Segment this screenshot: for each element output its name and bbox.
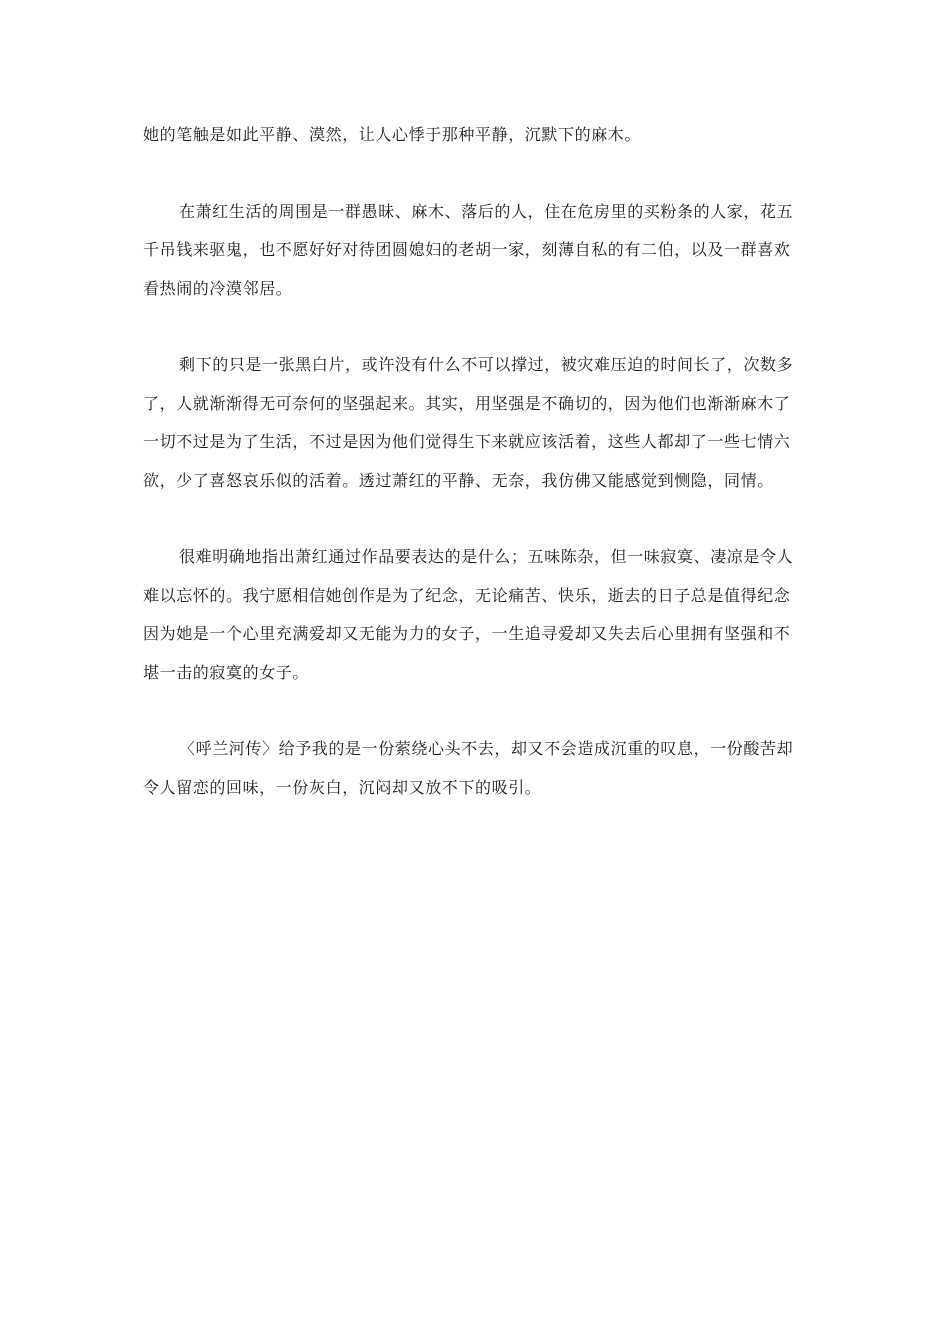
paragraph-line: 在萧红生活的周围是一群愚昧、麻木、落后的人，住在危房里的买粉条的人家，花五 — [179, 201, 794, 221]
paragraph-line: 堪一击的寂寞的女子。 — [143, 662, 310, 682]
paragraph-line: 欲，少了喜怒哀乐似的活着。透过萧红的平静、无奈，我仿佛又能感觉到恻隐，同情。 — [143, 470, 774, 490]
paragraph-line: 一切不过是为了生活，不过是因为他们觉得生下来就应该活着，这些人都却了一些七情六 — [143, 432, 791, 451]
paragraph-3 — [143, 346, 807, 500]
document-body — [143, 116, 807, 845]
paragraph-line: 〈呼兰河传〉给予我的是一份萦绕心头不去，却又不会造成沉重的叹息，一份酸苦却 — [179, 739, 794, 758]
paragraph-line: 令人留恋的回味，一份灰白，沉闷却又放不下的吸引。 — [143, 777, 542, 797]
paragraph-line: 看热闹的冷漠邻居。 — [143, 278, 293, 298]
paragraph-line: 剩下的只是一张黑白片，或许没有什么不可以撑过，被灾难压迫的时间长了，次数多 — [179, 355, 794, 374]
paragraph-line: 因为她是一个心里充满爱却又无能为力的女子，一生追寻爱却又失去后心里拥有坚强和不 — [143, 624, 791, 643]
paragraph-1 — [143, 116, 807, 155]
paragraph-line: 了，人就渐渐得无可奈何的坚强起来。其实，用坚强是不确切的，因为他们也渐渐麻木了 — [143, 393, 791, 413]
paragraph-line: 她的笔触是如此平静、漠然，让人心悸于那种平静，沉默下的麻木。 — [143, 125, 642, 144]
paragraph-5 — [143, 730, 807, 807]
paragraph-4 — [143, 538, 807, 692]
paragraph-line: 千吊钱来驱鬼，也不愿好好对待团圆媳妇的老胡一家，刻薄自私的有二伯，以及一群喜欢 — [143, 240, 791, 259]
paragraph-line: 很难明确地指出萧红通过作品要表达的是什么；五味陈杂，但一味寂寞、凄凉是令人 — [179, 547, 794, 566]
paragraph-line: 难以忘怀的。我宁愿相信她创作是为了纪念，无论痛苦、快乐，逝去的日子总是值得纪念 — [143, 585, 791, 605]
paragraph-2 — [143, 193, 807, 309]
